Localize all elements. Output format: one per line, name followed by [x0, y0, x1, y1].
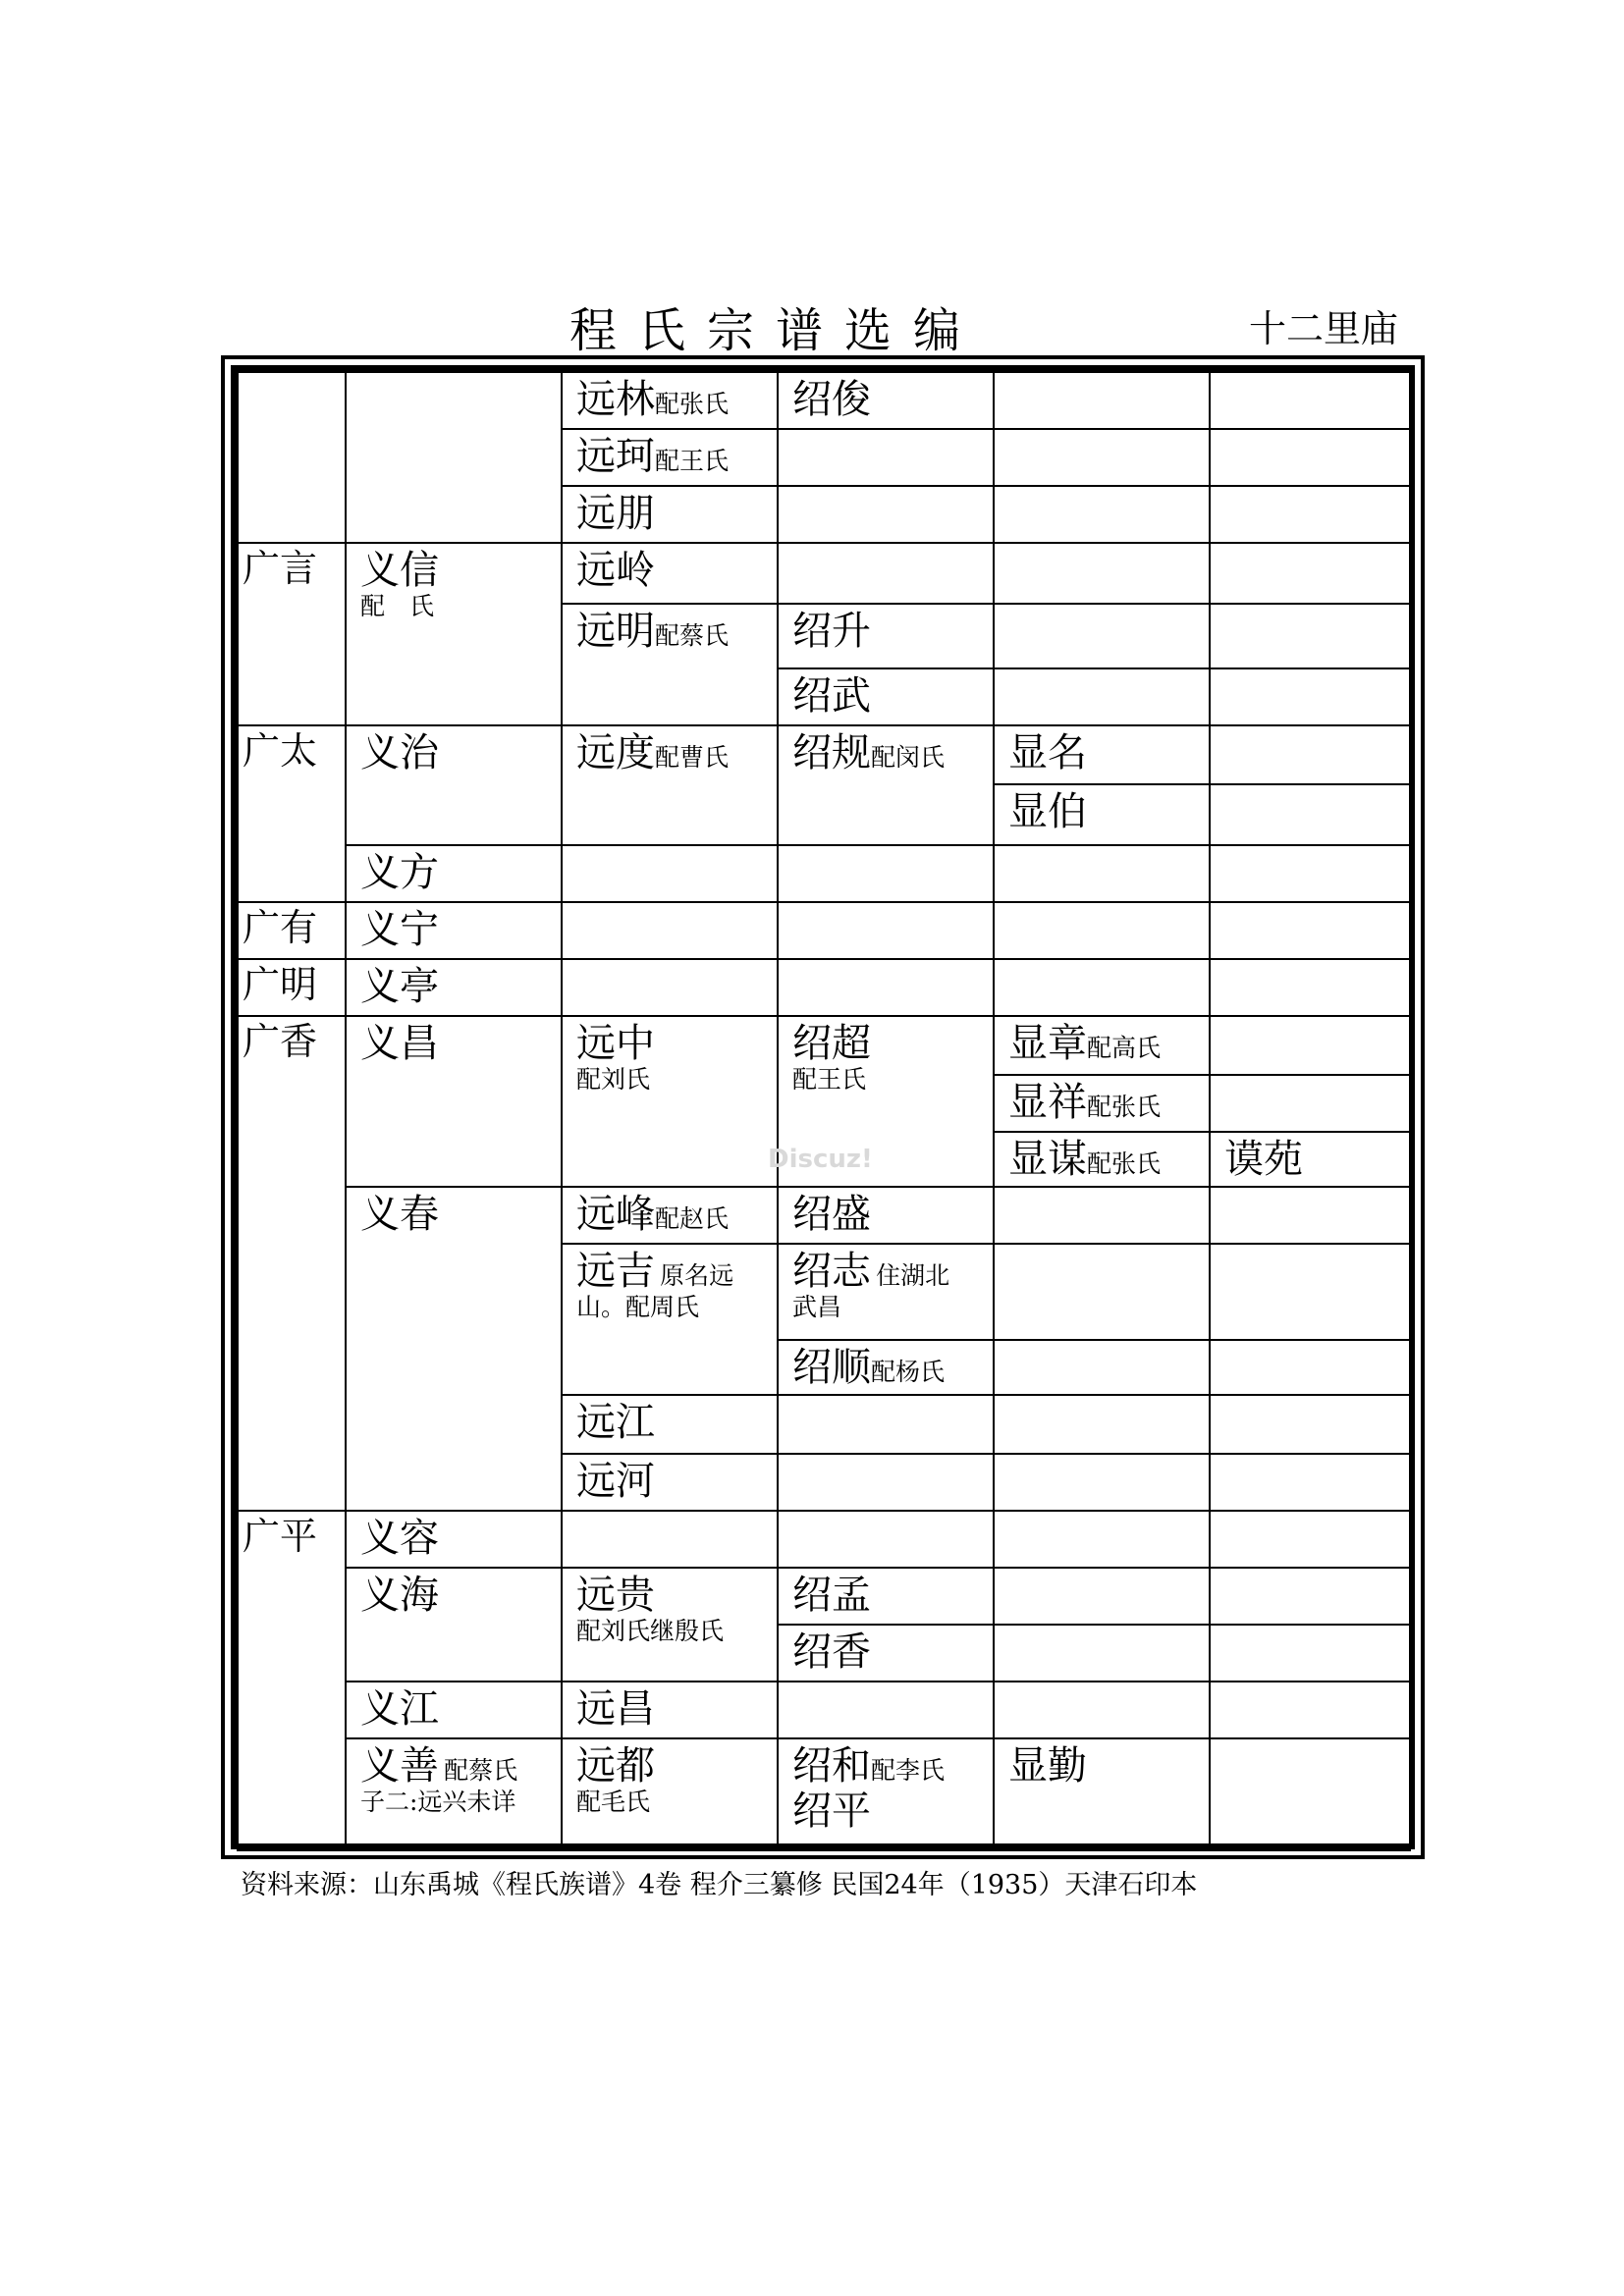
spouse-note: 配闵氏 — [871, 743, 946, 772]
spouse-note: 配李氏 — [871, 1756, 946, 1785]
gen6-cell — [1210, 486, 1410, 543]
gen6-cell — [1210, 1682, 1410, 1738]
gen5-cell — [994, 845, 1210, 902]
gen3-cell — [562, 959, 778, 1016]
table-row — [238, 1187, 1410, 1244]
genealogy-table — [237, 371, 1411, 1851]
person-name: 绍香 — [792, 1629, 871, 1675]
spouse-note: 配刘氏 — [576, 1065, 651, 1094]
person-name: 远朋 — [576, 491, 655, 536]
person-name: 义信 — [360, 548, 439, 593]
gen6-cell — [1210, 1511, 1410, 1568]
gen5-cell — [994, 1511, 1210, 1568]
person-name: 远中 — [576, 1021, 655, 1066]
gen3-cell — [562, 372, 778, 429]
gen5-cell — [994, 959, 1210, 1016]
gen4-cell — [778, 543, 994, 604]
gen4-cell — [778, 1340, 994, 1395]
gen4-cell — [778, 959, 994, 1016]
table-row — [238, 1682, 1410, 1738]
gen5-cell — [994, 1625, 1210, 1682]
person-name: 义海 — [360, 1573, 439, 1618]
gen5-cell — [994, 1738, 1210, 1850]
gen2-cell — [346, 1568, 562, 1682]
person-name: 显祥 — [1008, 1080, 1087, 1125]
gen3-cell — [562, 604, 778, 725]
person-name: 绍规 — [792, 730, 871, 775]
gen1-cell — [238, 1511, 346, 1850]
gen6-cell — [1210, 1187, 1410, 1244]
source-citation: 资料来源：山东禹城《程氏族谱》4卷 程介三纂修 民国24年（1935）天津石印本 — [241, 1870, 1198, 1900]
gen2-cell — [346, 725, 562, 845]
gen6-cell — [1210, 1244, 1410, 1340]
gen6-cell — [1210, 668, 1410, 725]
person-note: 山。配周氏 — [576, 1293, 700, 1321]
gen3-cell — [562, 1738, 778, 1850]
person-name: 义宁 — [360, 907, 439, 952]
person-name: 绍盛 — [792, 1192, 871, 1237]
gen5-cell — [994, 1244, 1210, 1340]
spouse-note: 配张氏 — [1087, 1093, 1162, 1121]
spouse-note: 配高氏 — [1087, 1034, 1162, 1062]
gen5-cell — [994, 543, 1210, 604]
gen1-cell — [238, 725, 346, 902]
person-name: 远昌 — [576, 1686, 655, 1732]
spouse-note: 配蔡氏 — [444, 1756, 518, 1785]
gen3-cell — [562, 543, 778, 604]
person-note: 原名远 — [660, 1261, 734, 1290]
gen5-cell — [994, 725, 1210, 784]
spouse-note: 配 氏 — [360, 592, 435, 620]
gen2-cell — [346, 1187, 562, 1511]
person-name: 绍俊 — [792, 377, 871, 422]
person-name: 绍升 — [792, 609, 871, 654]
table-row — [238, 1016, 1410, 1075]
person-name: 绍顺 — [792, 1345, 871, 1390]
gen5-cell — [994, 1395, 1210, 1454]
spouse-note: 配张氏 — [655, 390, 730, 418]
person-name: 义春 — [360, 1192, 439, 1237]
gen3-cell — [562, 1568, 778, 1682]
gen5-cell — [994, 668, 1210, 725]
gen3-cell — [562, 1454, 778, 1511]
gen6-cell — [1210, 784, 1410, 845]
person-name: 义方 — [360, 850, 439, 895]
gen6-cell — [1210, 1016, 1410, 1075]
watermark: Discuz! — [768, 1145, 873, 1174]
person-name: 广有 — [243, 906, 318, 949]
gen4-cell — [778, 1682, 994, 1738]
gen3-cell — [562, 725, 778, 845]
gen6-cell — [1210, 1625, 1410, 1682]
spouse-note: 配杨氏 — [871, 1358, 946, 1386]
gen5-cell — [994, 429, 1210, 486]
gen3-cell — [562, 1682, 778, 1738]
spouse-note: 配蔡氏 — [655, 621, 730, 650]
gen6-cell — [1210, 1395, 1410, 1454]
gen5-cell — [994, 1682, 1210, 1738]
page-subtitle: 十二里庙 — [1249, 307, 1399, 350]
table-row — [238, 725, 1410, 784]
gen4-cell — [778, 725, 994, 845]
person-name: 远珂 — [576, 434, 655, 479]
person-note: 武昌 — [792, 1293, 842, 1321]
spouse-note: 配张氏 — [1087, 1149, 1162, 1178]
person-name: 义亭 — [360, 964, 439, 1009]
gen4-cell — [778, 668, 994, 725]
gen4-cell — [778, 1395, 994, 1454]
gen3-cell — [562, 1244, 778, 1395]
gen4-cell — [778, 1625, 994, 1682]
table-row — [238, 543, 1410, 604]
gen4-cell — [778, 486, 994, 543]
gen2-cell — [346, 372, 562, 543]
gen5-cell — [994, 784, 1210, 845]
person-note: 子二:远兴未详 — [360, 1788, 516, 1816]
gen4-cell — [778, 1244, 994, 1340]
person-name: 显勤 — [1008, 1743, 1087, 1789]
gen3-cell — [562, 1187, 778, 1244]
gen5-cell — [994, 1132, 1210, 1187]
person-name: 义治 — [360, 730, 439, 775]
table-row — [238, 1738, 1410, 1850]
person-name: 远峰 — [576, 1192, 655, 1237]
spouse-note: 配毛氏 — [576, 1788, 651, 1816]
person-name: 谟苑 — [1224, 1137, 1303, 1182]
gen6-cell — [1210, 902, 1410, 959]
person-name: 远岭 — [576, 548, 655, 593]
gen6-cell — [1210, 1340, 1410, 1395]
gen2-cell — [346, 1682, 562, 1738]
person-name: 义善 — [360, 1743, 439, 1789]
gen1-cell — [238, 1016, 346, 1511]
person-name: 义容 — [360, 1516, 439, 1561]
gen6-cell — [1210, 604, 1410, 668]
gen6-cell — [1210, 725, 1410, 784]
gen4-cell — [778, 1511, 994, 1568]
gen6-cell — [1210, 1132, 1410, 1187]
gen2-cell — [346, 1016, 562, 1187]
gen5-cell — [994, 1454, 1210, 1511]
person-name: 显名 — [1008, 730, 1087, 775]
gen2-cell — [346, 902, 562, 959]
person-name: 绍和 — [792, 1743, 871, 1789]
gen2-cell — [346, 959, 562, 1016]
gen1-cell — [238, 372, 346, 543]
person-name: 绍孟 — [792, 1573, 871, 1618]
person-name: 广言 — [243, 547, 318, 590]
gen6-cell — [1210, 429, 1410, 486]
gen5-cell — [994, 1075, 1210, 1132]
gen1-cell — [238, 543, 346, 725]
gen2-cell — [346, 1511, 562, 1568]
person-note: 住湖北 — [876, 1261, 950, 1290]
gen2-cell — [346, 1738, 562, 1850]
gen6-cell — [1210, 1738, 1410, 1850]
person-name: 广香 — [243, 1020, 318, 1063]
spouse-note: 配王氏 — [792, 1065, 867, 1094]
person-name: 绍武 — [792, 673, 871, 719]
table-row — [238, 845, 1410, 902]
gen5-cell — [994, 372, 1210, 429]
gen5-cell — [994, 486, 1210, 543]
gen6-cell — [1210, 543, 1410, 604]
person-name: 远河 — [576, 1459, 655, 1504]
person-name: 显谋 — [1008, 1137, 1087, 1182]
person-name: 绍志 — [792, 1249, 871, 1294]
gen4-cell — [778, 1568, 994, 1625]
person-name: 远林 — [576, 377, 655, 422]
gen6-cell — [1210, 959, 1410, 1016]
person-name: 绍超 — [792, 1021, 871, 1066]
gen3-cell — [562, 429, 778, 486]
gen5-cell — [994, 902, 1210, 959]
person-name: 广太 — [243, 729, 318, 773]
page-title: 程氏宗谱选编 — [569, 303, 983, 358]
gen4-cell — [778, 429, 994, 486]
gen4-cell — [778, 372, 994, 429]
person-name: 远度 — [576, 730, 655, 775]
person-name: 绍平 — [792, 1789, 871, 1834]
gen3-cell — [562, 1395, 778, 1454]
gen2-cell — [346, 845, 562, 902]
gen6-cell — [1210, 845, 1410, 902]
gen5-cell — [994, 604, 1210, 668]
table-row — [238, 372, 1410, 429]
gen5-cell — [994, 1340, 1210, 1395]
person-name: 显章 — [1008, 1021, 1087, 1066]
gen3-cell — [562, 845, 778, 902]
person-name: 远江 — [576, 1400, 655, 1445]
gen1-cell — [238, 959, 346, 1016]
gen3-cell — [562, 1016, 778, 1187]
person-name: 远吉 — [576, 1249, 655, 1294]
gen4-cell — [778, 1454, 994, 1511]
gen4-cell — [778, 604, 994, 668]
person-name: 远都 — [576, 1743, 655, 1789]
person-name: 远贵 — [576, 1573, 655, 1618]
gen4-cell — [778, 902, 994, 959]
table-row — [238, 902, 1410, 959]
gen5-cell — [994, 1016, 1210, 1075]
gen6-cell — [1210, 1075, 1410, 1132]
spouse-note: 配王氏 — [655, 447, 730, 475]
gen5-cell — [994, 1187, 1210, 1244]
gen6-cell — [1210, 1454, 1410, 1511]
person-name: 显伯 — [1008, 789, 1087, 834]
person-name: 远明 — [576, 609, 655, 654]
person-name: 义江 — [360, 1686, 439, 1732]
spouse-note: 配赵氏 — [655, 1204, 730, 1233]
gen3-cell — [562, 1511, 778, 1568]
gen3-cell — [562, 902, 778, 959]
gen6-cell — [1210, 372, 1410, 429]
table-row — [238, 1511, 1410, 1568]
gen3-cell — [562, 486, 778, 543]
table-row — [238, 959, 1410, 1016]
gen5-cell — [994, 1568, 1210, 1625]
table-row — [238, 1568, 1410, 1625]
gen6-cell — [1210, 1568, 1410, 1625]
gen2-cell — [346, 543, 562, 725]
gen4-cell — [778, 1738, 994, 1850]
person-name: 广明 — [243, 963, 318, 1006]
gen4-cell — [778, 1187, 994, 1244]
person-name: 广平 — [243, 1515, 318, 1558]
gen4-cell — [778, 845, 994, 902]
gen1-cell — [238, 902, 346, 959]
person-name: 义昌 — [360, 1021, 439, 1066]
spouse-note: 配曹氏 — [655, 743, 730, 772]
spouse-note: 配刘氏继殷氏 — [576, 1617, 725, 1645]
